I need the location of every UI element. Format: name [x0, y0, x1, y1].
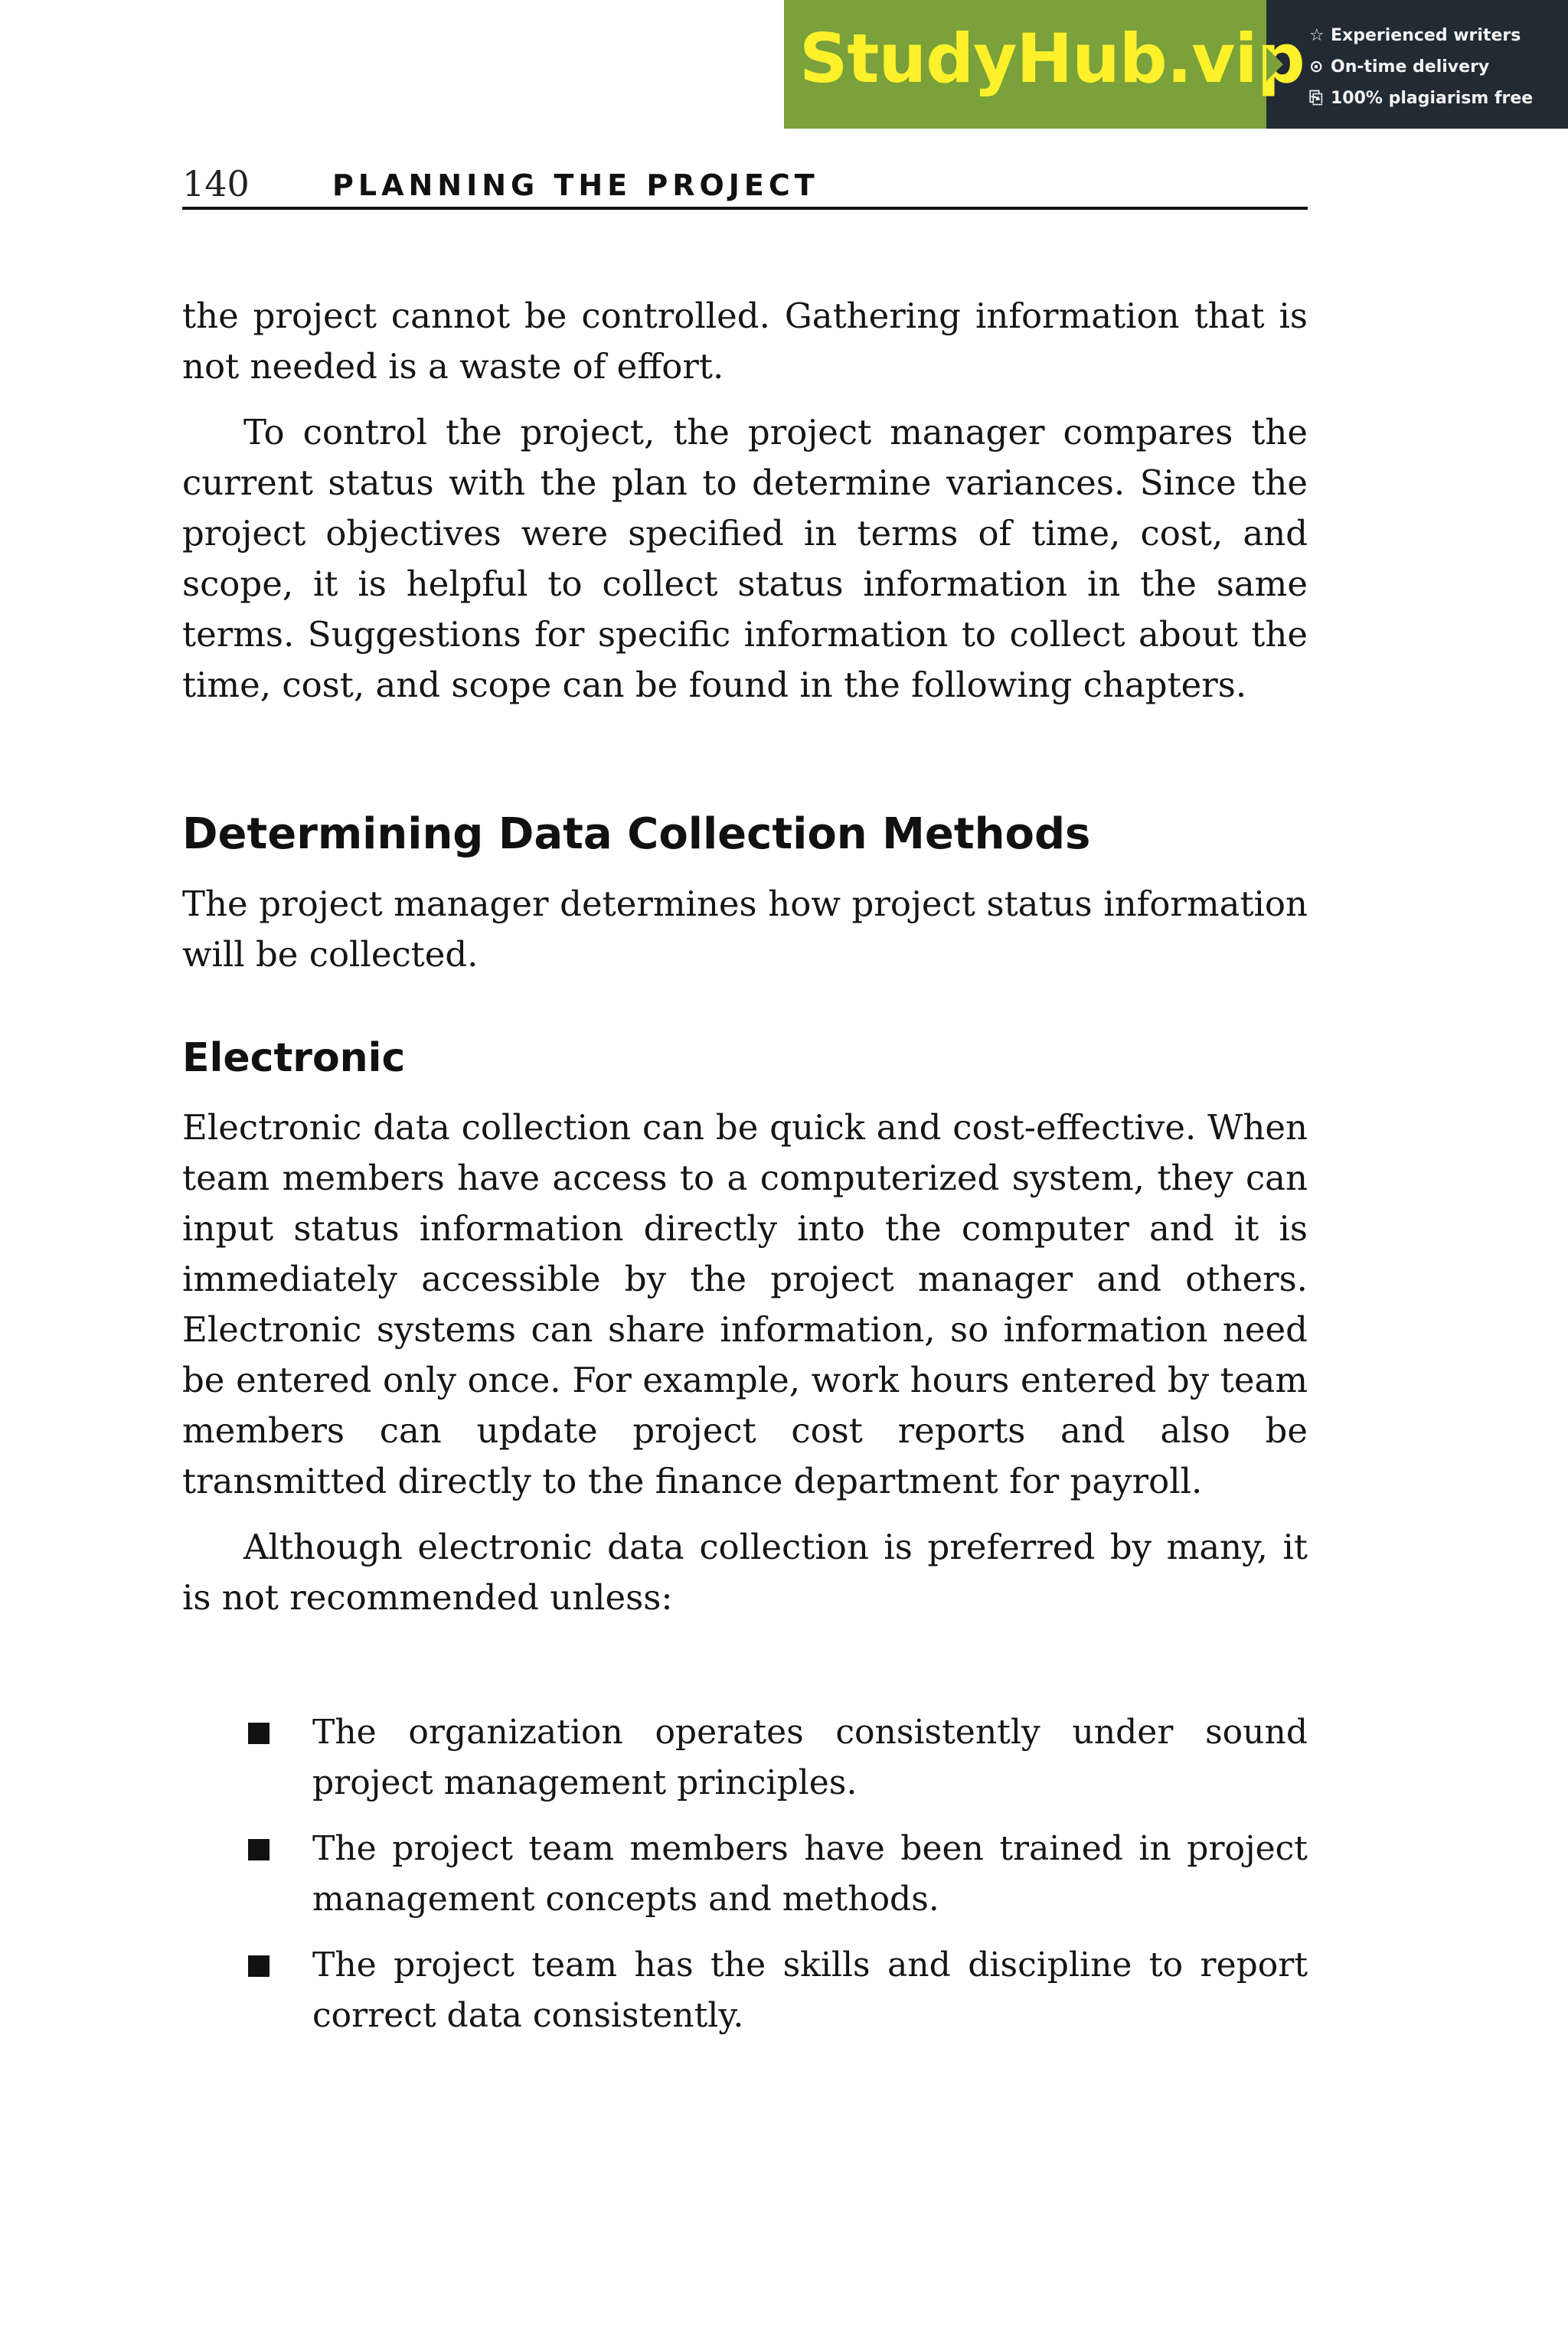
list-item	[182, 1824, 1308, 1925]
section-title: PLANNING THE PROJECT	[332, 168, 819, 202]
running-head	[182, 162, 1308, 210]
square-bullet-icon	[248, 1955, 270, 1977]
list-item-text: The project team members have been trained in project management concepts and methods.	[312, 1829, 1308, 1919]
paragraph: To control the project, the project manager compares the current status with the plan to determine variances. Since the project objectives were specified in terms of time, cost, and scope, it is helpful to collect status information in the same terms. Suggestions for specific information to collect about the time, cost, and scope can be found in the following chapters.	[182, 412, 1308, 705]
feature-label: Experienced writers	[1331, 26, 1521, 45]
feature-list	[1266, 0, 1568, 129]
paragraph: the project cannot be controlled. Gathering information that is not needed is a waste of effort.	[182, 296, 1308, 387]
feature-item	[1309, 20, 1568, 51]
section-heading: Determining Data Collection Methods	[182, 809, 1091, 859]
clock-icon: ⊙	[1309, 57, 1324, 77]
list-item-text: The project team has the skills and discipline to report correct data consistently.	[312, 1945, 1308, 2035]
feature-label: On-time delivery	[1331, 57, 1490, 77]
paragraph: Although electronic data collection is preferred by many, it is not recommended unless:	[182, 1527, 1308, 1618]
paragraph: The project manager determines how project status information will be collected.	[182, 884, 1308, 975]
square-bullet-icon	[248, 1839, 270, 1860]
list-item	[182, 1707, 1308, 1808]
page-body	[182, 291, 1308, 2056]
subsection-heading: Electronic	[182, 1035, 406, 1081]
list-item-text: The organization operates consistently under sound project management principles.	[312, 1713, 1308, 1802]
paragraph: Electronic data collection can be quick and cost-effective. When team members have access to a computerized system, they can input status information directly into the computer and it is immediately accessible by the project manager and others. Electronic systems can share information, so information need be entered only once. For example, work hours entered by team members can update project cost reports and also be transmitted directly to the finance department for payroll.	[182, 1107, 1308, 1501]
feature-item	[1309, 51, 1568, 83]
bullet-list	[182, 1707, 1308, 2041]
square-bullet-icon	[248, 1723, 270, 1744]
copy-icon: ⎘	[1309, 89, 1323, 108]
feature-item	[1309, 83, 1568, 114]
brand-logo: StudyHub.vip	[799, 19, 1305, 98]
star-icon: ☆	[1309, 26, 1325, 45]
brand-panel	[784, 0, 1305, 129]
list-item	[182, 1940, 1308, 2041]
feature-label: 100% plagiarism free	[1331, 89, 1534, 108]
page-number: 140	[182, 163, 250, 204]
watermark-banner	[784, 0, 1568, 129]
